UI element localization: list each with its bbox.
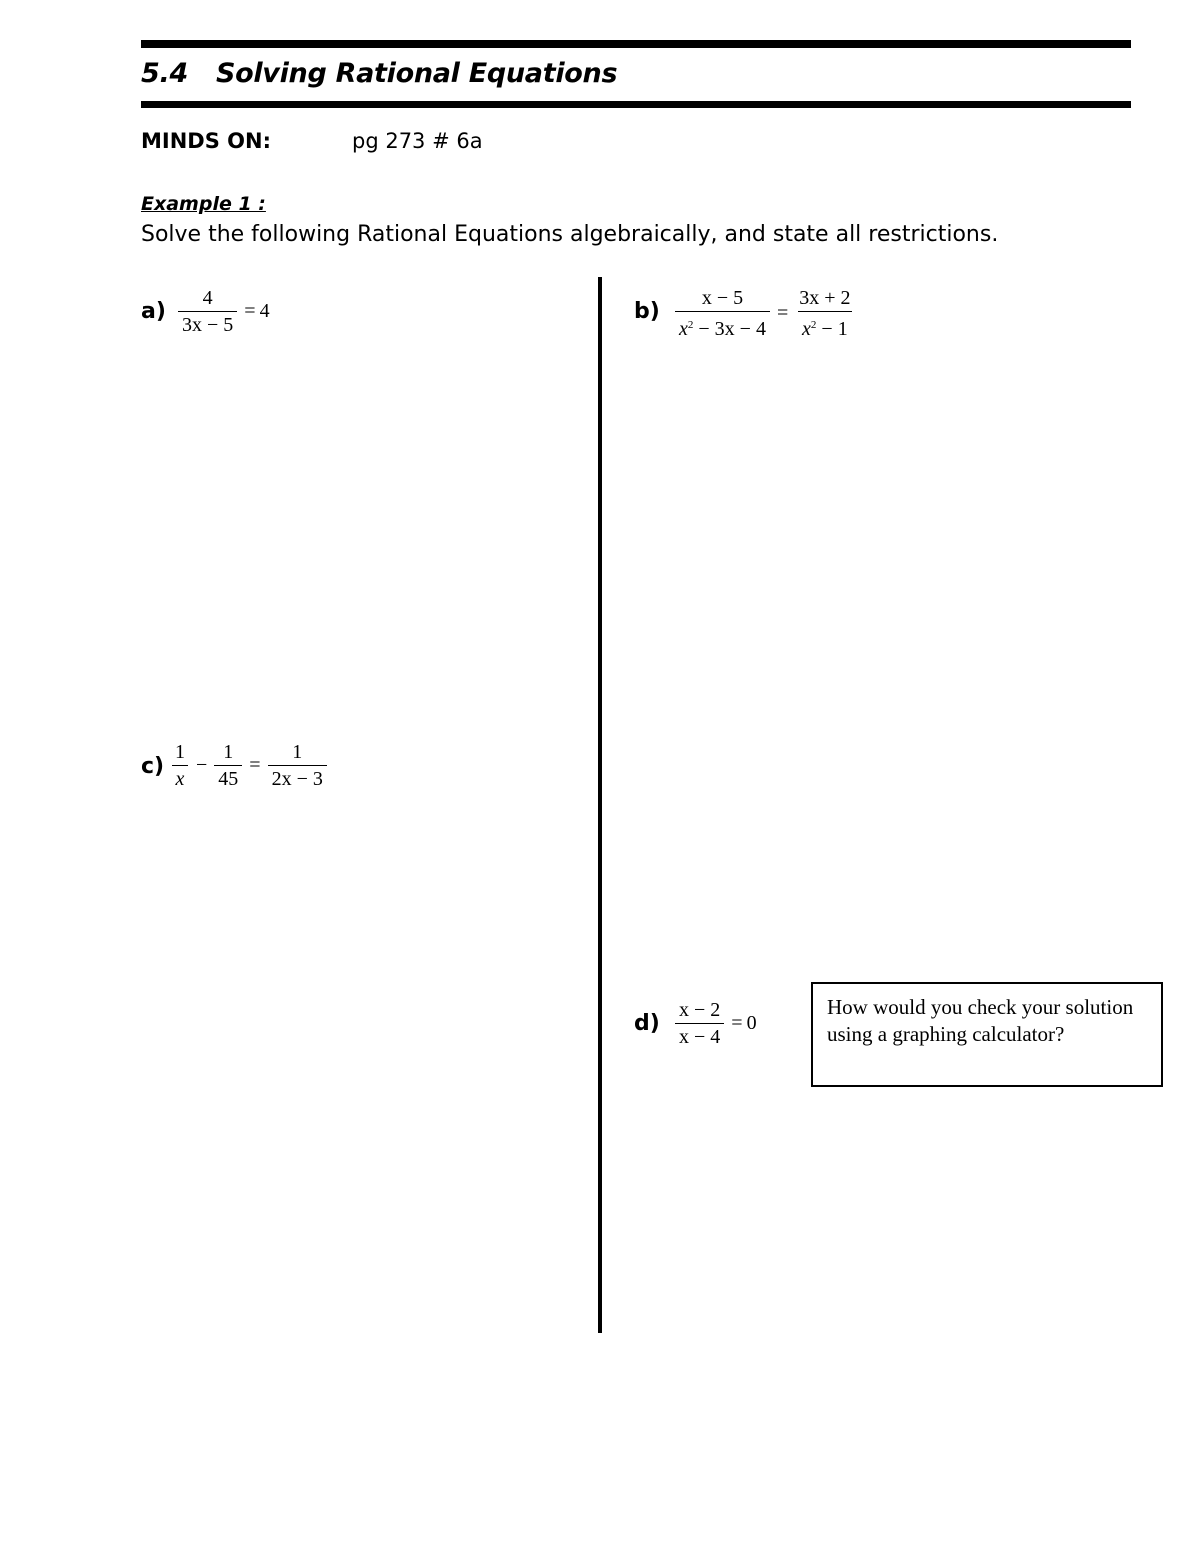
graphing-calculator-note: How would you check your solution using a graphing calculator? bbox=[811, 982, 1163, 1087]
problem-c-fraction-3-numerator: 1 bbox=[292, 741, 303, 763]
problem-a-numerator: 4 bbox=[202, 287, 213, 309]
page-title bbox=[141, 58, 617, 89]
problem-a-equation bbox=[175, 287, 270, 336]
section-number: 5.4 bbox=[141, 58, 188, 89]
problem-c-fraction-3 bbox=[268, 741, 327, 790]
minds-on-reference: pg 273 # 6a bbox=[352, 129, 483, 153]
problem-b-label: b) bbox=[634, 299, 660, 324]
minus-sign: − bbox=[196, 754, 208, 776]
problem-d-equation bbox=[672, 999, 757, 1048]
problem-b-right-numerator: 3x + 2 bbox=[799, 287, 851, 309]
problem-d-rhs: 0 bbox=[746, 1012, 757, 1034]
problem-c-label: c) bbox=[141, 754, 165, 779]
problem-a-rhs: 4 bbox=[259, 300, 270, 322]
problem-c-fraction-1-denominator: x bbox=[172, 765, 189, 790]
problem-c-equation bbox=[168, 741, 330, 790]
problem-c-fraction-2 bbox=[214, 741, 242, 790]
problem-a-fraction bbox=[178, 287, 237, 336]
problem-d-fraction bbox=[675, 999, 724, 1048]
problem-b-left-denominator bbox=[675, 311, 770, 340]
denominator-rest: − 1 bbox=[816, 318, 848, 340]
header-rule-bottom bbox=[141, 101, 1131, 108]
problem-b-left-numerator: x − 5 bbox=[701, 287, 744, 309]
problem-c-fraction-2-numerator: 1 bbox=[223, 741, 234, 763]
example-label: Example 1 : bbox=[141, 193, 266, 215]
equals-sign: = bbox=[244, 300, 256, 322]
problem-b-right-denominator bbox=[798, 311, 852, 340]
equals-sign: = bbox=[249, 754, 261, 776]
variable-x: x bbox=[802, 318, 811, 340]
exponent: 2 bbox=[687, 319, 694, 331]
variable-x: x bbox=[679, 318, 688, 340]
problem-d-denominator: x − 4 bbox=[675, 1023, 724, 1048]
section-title: Solving Rational Equations bbox=[215, 58, 618, 89]
problem-b-left-fraction bbox=[675, 287, 770, 340]
equals-sign: = bbox=[776, 302, 789, 324]
problem-c-fraction-2-denominator: 45 bbox=[214, 765, 242, 790]
problem-d-numerator: x − 2 bbox=[679, 999, 721, 1021]
problem-b-right-fraction bbox=[795, 287, 854, 340]
problem-b-equation bbox=[672, 287, 858, 340]
example-instruction: Solve the following Rational Equations algebraically, and state all restrictions. bbox=[141, 222, 999, 247]
equals-sign: = bbox=[731, 1012, 743, 1034]
exponent: 2 bbox=[810, 319, 817, 331]
problem-c-fraction-3-denominator: 2x − 3 bbox=[268, 765, 327, 790]
problem-a-denominator: 3x − 5 bbox=[178, 311, 237, 336]
denominator-rest: − 3x − 4 bbox=[693, 318, 766, 340]
column-divider bbox=[598, 277, 602, 1333]
minds-on-label: MINDS ON: bbox=[141, 129, 271, 153]
problem-c-fraction-1-numerator: 1 bbox=[175, 741, 185, 763]
problem-d-label: d) bbox=[634, 1011, 660, 1036]
problem-a-label: a) bbox=[141, 299, 166, 324]
header-rule-top bbox=[141, 40, 1131, 48]
problem-c-fraction-1 bbox=[171, 741, 189, 790]
